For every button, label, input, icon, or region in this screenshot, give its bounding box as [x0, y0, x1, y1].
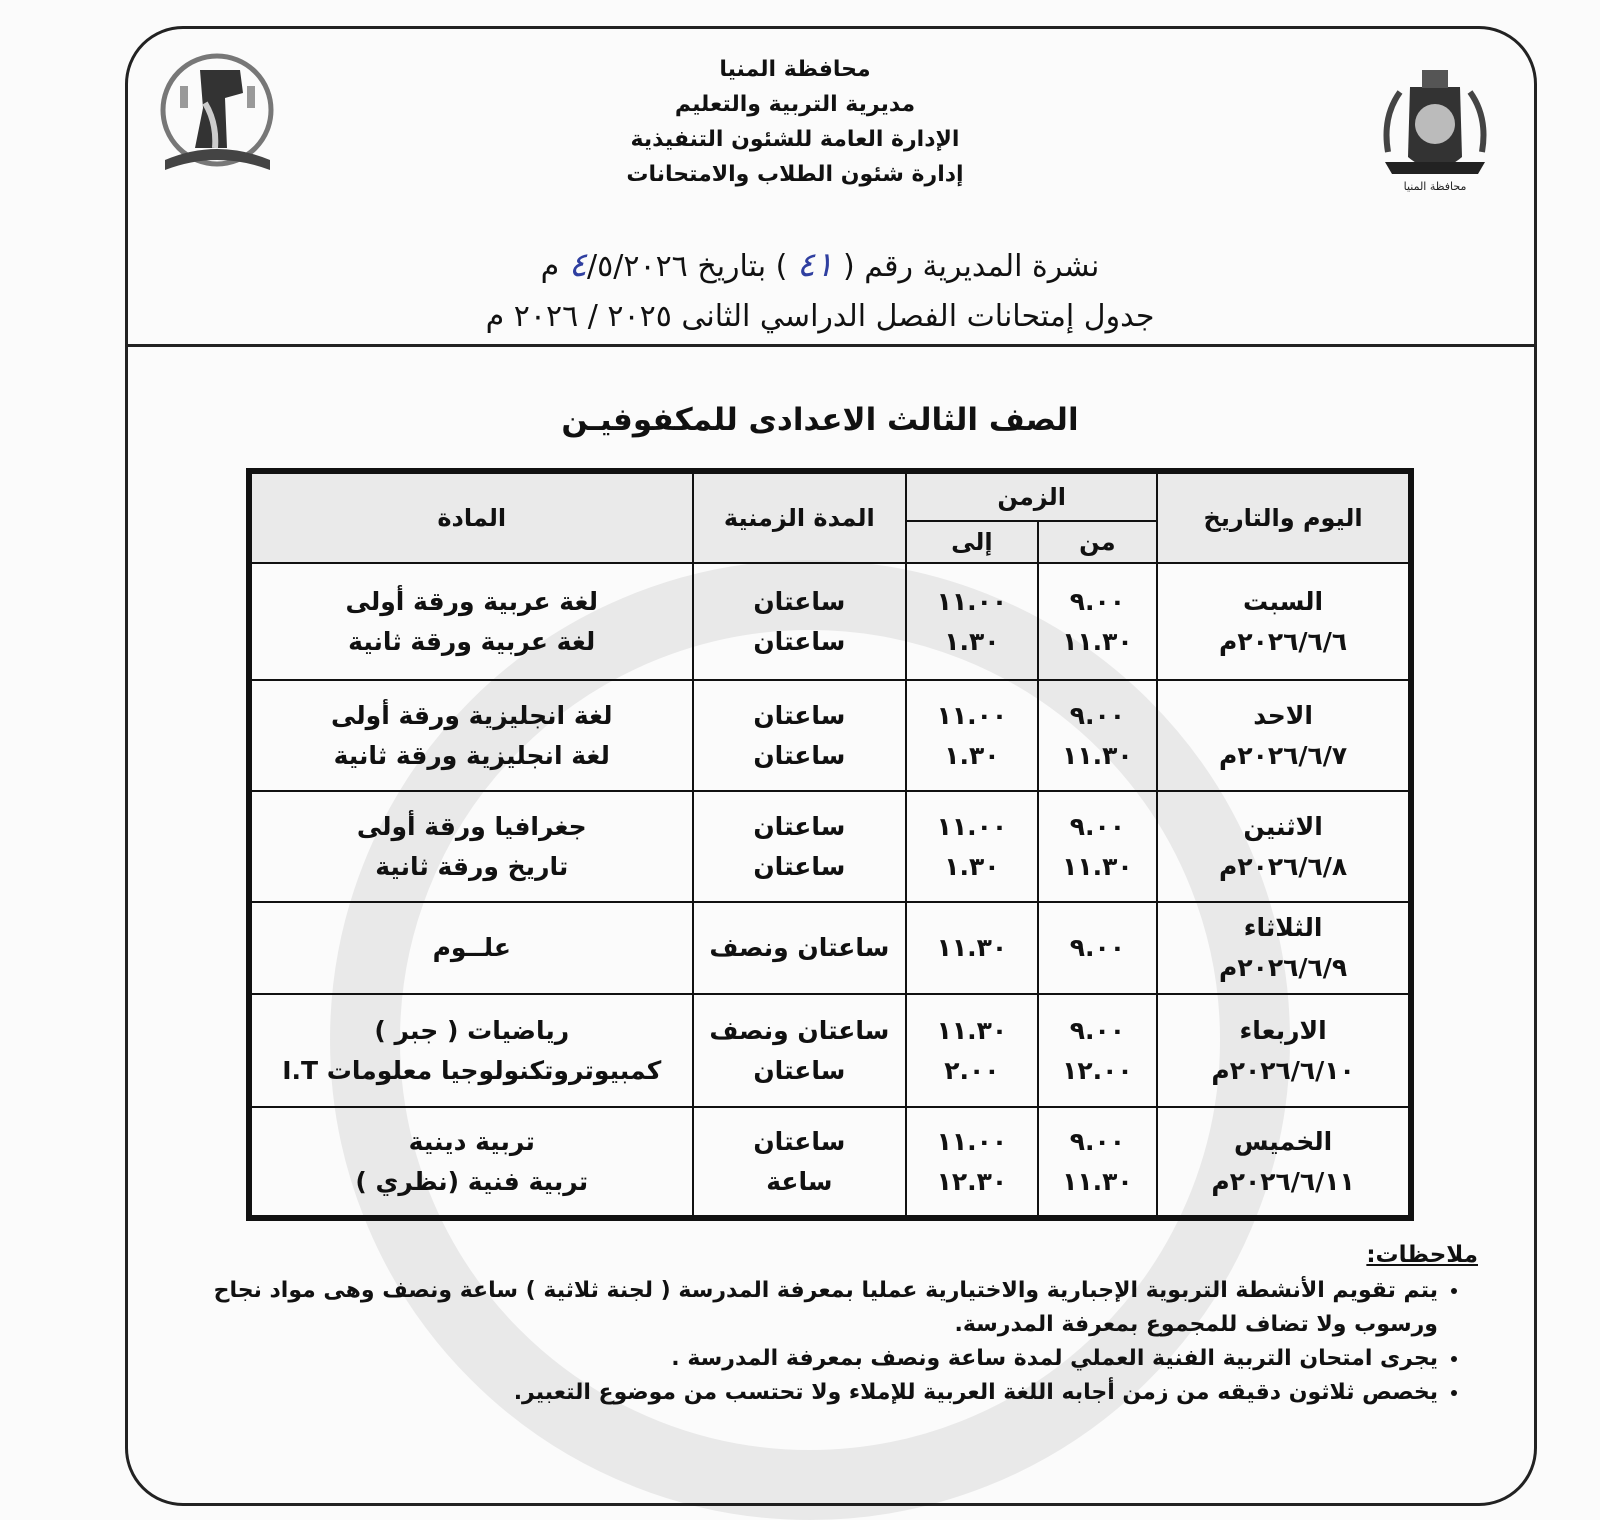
bulletin-info	[420, 240, 1220, 342]
time-to: ١١.٠٠	[936, 811, 1008, 841]
duration: ساعتان	[753, 851, 846, 881]
header-duration: المدة الزمنية	[693, 471, 907, 563]
time-from: ٩.٠٠	[1069, 933, 1126, 963]
exam-schedule-table	[246, 468, 1414, 1221]
duration: ساعتان	[753, 700, 846, 730]
header-time-from: من	[1038, 521, 1158, 563]
time-from-cell	[1038, 902, 1158, 994]
time-to: ١١.٠٠	[936, 700, 1008, 730]
subject: كمبيوتروتكنولوجيا معلومات I.T	[282, 1055, 662, 1085]
directorate-seal-logo	[1370, 62, 1500, 197]
exam-date: ٢٠٢٦/٦/١١م	[1211, 1166, 1355, 1196]
note-item: • يتم تقويم الأنشطة التربوية الإجبارية والاختيارية عمليا بمعرفة المدرسة ( لجنة ثلاثية ) ساعة ونصف وهى مواد نجاح ورسوب ولا تضاف للمجموع بمعرفة المدرسة.	[138, 1274, 1438, 1342]
organization-header	[560, 52, 1030, 192]
duration: ساعتان	[753, 1055, 846, 1085]
time-from-cell	[1038, 680, 1158, 791]
schedule-title: جدول إمتحانات الفصل الدراسي الثانى ٢٠٢٥ / ٢٠٢٦ م	[485, 299, 1155, 334]
table-row	[249, 680, 1411, 791]
note-item: • يخصص ثلاثون دقيقه من زمن أجابه اللغة العربية للإملاء ولا تحتسب من موضوع التعبير.	[138, 1376, 1438, 1410]
duration-cell	[693, 791, 907, 902]
time-from-cell	[1038, 563, 1158, 680]
time-to-cell	[906, 902, 1037, 994]
day-date-cell	[1157, 680, 1411, 791]
duration-cell	[693, 994, 907, 1107]
subject: تاريخ ورقة ثانية	[375, 851, 569, 881]
time-from: ١١.٣٠	[1062, 740, 1133, 770]
header-separator	[125, 344, 1537, 347]
subject: رياضيات ( جبر )	[374, 1015, 570, 1045]
nefertiti-emblem-logo	[155, 48, 280, 183]
seal-caption: محافظة المنيا	[1403, 180, 1467, 193]
note-item: • يجرى امتحان التربية الفنية العملي لمدة ساعة ونصف بمعرفة المدرسة .	[138, 1342, 1438, 1376]
bulletin-number-handwritten: ٤١	[796, 245, 834, 285]
duration-cell	[693, 1107, 907, 1218]
time-from: ١٢.٠٠	[1062, 1055, 1133, 1085]
time-to-cell	[906, 994, 1037, 1107]
exam-date: ٢٠٢٦/٦/١٠م	[1211, 1055, 1355, 1085]
time-from: ١١.٣٠	[1062, 851, 1133, 881]
time-to-cell	[906, 1107, 1037, 1218]
directorate-name: مديرية التربية والتعليم	[674, 92, 916, 117]
time-to-cell	[906, 563, 1037, 680]
day-date-cell	[1157, 902, 1411, 994]
general-administration-name: الإدارة العامة للشئون التنفيذية	[630, 127, 960, 152]
duration-cell	[693, 902, 907, 994]
header-subject: المادة	[249, 471, 693, 563]
duration-cell	[693, 563, 907, 680]
header-day-date: اليوم والتاريخ	[1157, 471, 1411, 563]
time-from-cell	[1038, 1107, 1158, 1218]
duration: ساعتان	[753, 626, 846, 656]
subject: لغة انجليزية ورقة أولى	[330, 700, 613, 730]
subject: لغة عربية ورقة أولى	[345, 586, 598, 616]
time-to: ١.٣٠	[944, 851, 1000, 881]
duration-cell	[693, 680, 907, 791]
header-time-to: إلى	[906, 521, 1037, 563]
bulletin-day-handwritten: ٤	[568, 245, 588, 285]
duration: ساعتان	[753, 811, 846, 841]
notes-list	[138, 1274, 1478, 1410]
time-from: ١١.٣٠	[1062, 1166, 1133, 1196]
subject: جغرافيا ورقة أولى	[356, 811, 587, 841]
duration: ساعتان ونصف	[709, 1015, 890, 1045]
bulletin-prefix: نشرة المديرية رقم (	[842, 249, 1100, 284]
subject: تربية دينية	[408, 1126, 535, 1156]
day-name: الثلاثاء	[1243, 913, 1323, 943]
subject-cell	[249, 902, 693, 994]
bulletin-date-label: ) بتاريخ	[697, 249, 788, 284]
time-from-cell	[1038, 994, 1158, 1107]
table-row	[249, 791, 1411, 902]
duration: ساعة	[766, 1166, 833, 1196]
time-to: ١١.٣٠	[936, 933, 1008, 963]
time-from-cell	[1038, 791, 1158, 902]
duration: ساعتان	[753, 586, 846, 616]
day-date-cell	[1157, 994, 1411, 1107]
time-from: ٩.٠٠	[1069, 1015, 1126, 1045]
subject: علــوم	[432, 933, 511, 963]
time-to: ١١.٣٠	[936, 1015, 1008, 1045]
time-from: ٩.٠٠	[1069, 700, 1126, 730]
governorate-name: محافظة المنيا	[719, 57, 871, 82]
day-date-cell	[1157, 791, 1411, 902]
notes-section	[138, 1238, 1478, 1410]
subject-cell	[249, 994, 693, 1107]
time-from: ٩.٠٠	[1069, 586, 1126, 616]
time-to: ١١.٠٠	[936, 1126, 1008, 1156]
exam-date: ٢٠٢٦/٦/٩م	[1219, 953, 1348, 983]
day-date-cell	[1157, 1107, 1411, 1218]
day-name: الخميس	[1233, 1126, 1333, 1156]
table-row	[249, 563, 1411, 680]
table-row	[249, 902, 1411, 994]
time-to: ١.٣٠	[944, 626, 1000, 656]
time-to: ١٢.٣٠	[936, 1166, 1008, 1196]
grade-title: الصف الثالث الاعدادى للمكفوفيـن	[561, 402, 1079, 438]
exam-date: ٢٠٢٦/٦/٨م	[1219, 851, 1348, 881]
exam-date: ٢٠٢٦/٦/٦م	[1219, 626, 1348, 656]
notes-title: ملاحظات:	[1366, 1242, 1478, 1268]
exam-date: ٢٠٢٦/٦/٧م	[1219, 740, 1348, 770]
time-from: ١١.٣٠	[1062, 626, 1133, 656]
day-name: الاثنين	[1243, 811, 1323, 841]
day-name: الاحد	[1253, 700, 1313, 730]
time-to: ١١.٠٠	[936, 586, 1008, 616]
day-name: السبت	[1243, 586, 1324, 616]
subject: لغة عربية ورقة ثانية	[348, 626, 596, 656]
duration: ساعتان	[753, 1126, 846, 1156]
bulletin-line	[420, 240, 1220, 292]
time-from: ٩.٠٠	[1069, 1126, 1126, 1156]
department-name: إدارة شئون الطلاب والامتحانات	[626, 162, 964, 187]
header-time: الزمن	[906, 471, 1157, 521]
subject-cell	[249, 791, 693, 902]
subject-cell	[249, 563, 693, 680]
day-name: الاربعاء	[1239, 1015, 1327, 1045]
time-to-cell	[906, 791, 1037, 902]
duration: ساعتان	[753, 740, 846, 770]
time-from: ٩.٠٠	[1069, 811, 1126, 841]
day-date-cell	[1157, 563, 1411, 680]
time-to-cell	[906, 680, 1037, 791]
subject: لغة انجليزية ورقة ثانية	[333, 740, 610, 770]
duration: ساعتان ونصف	[709, 933, 890, 963]
subject-cell	[249, 680, 693, 791]
time-to: ٢.٠٠	[944, 1055, 1000, 1085]
bulletin-date-rest: /٥/٢٠٢٦ م	[540, 249, 688, 284]
time-to: ١.٣٠	[944, 740, 1000, 770]
table-row	[249, 994, 1411, 1107]
subject: تربية فنية (نظري )	[355, 1166, 589, 1196]
table-row	[249, 1107, 1411, 1218]
subject-cell	[249, 1107, 693, 1218]
